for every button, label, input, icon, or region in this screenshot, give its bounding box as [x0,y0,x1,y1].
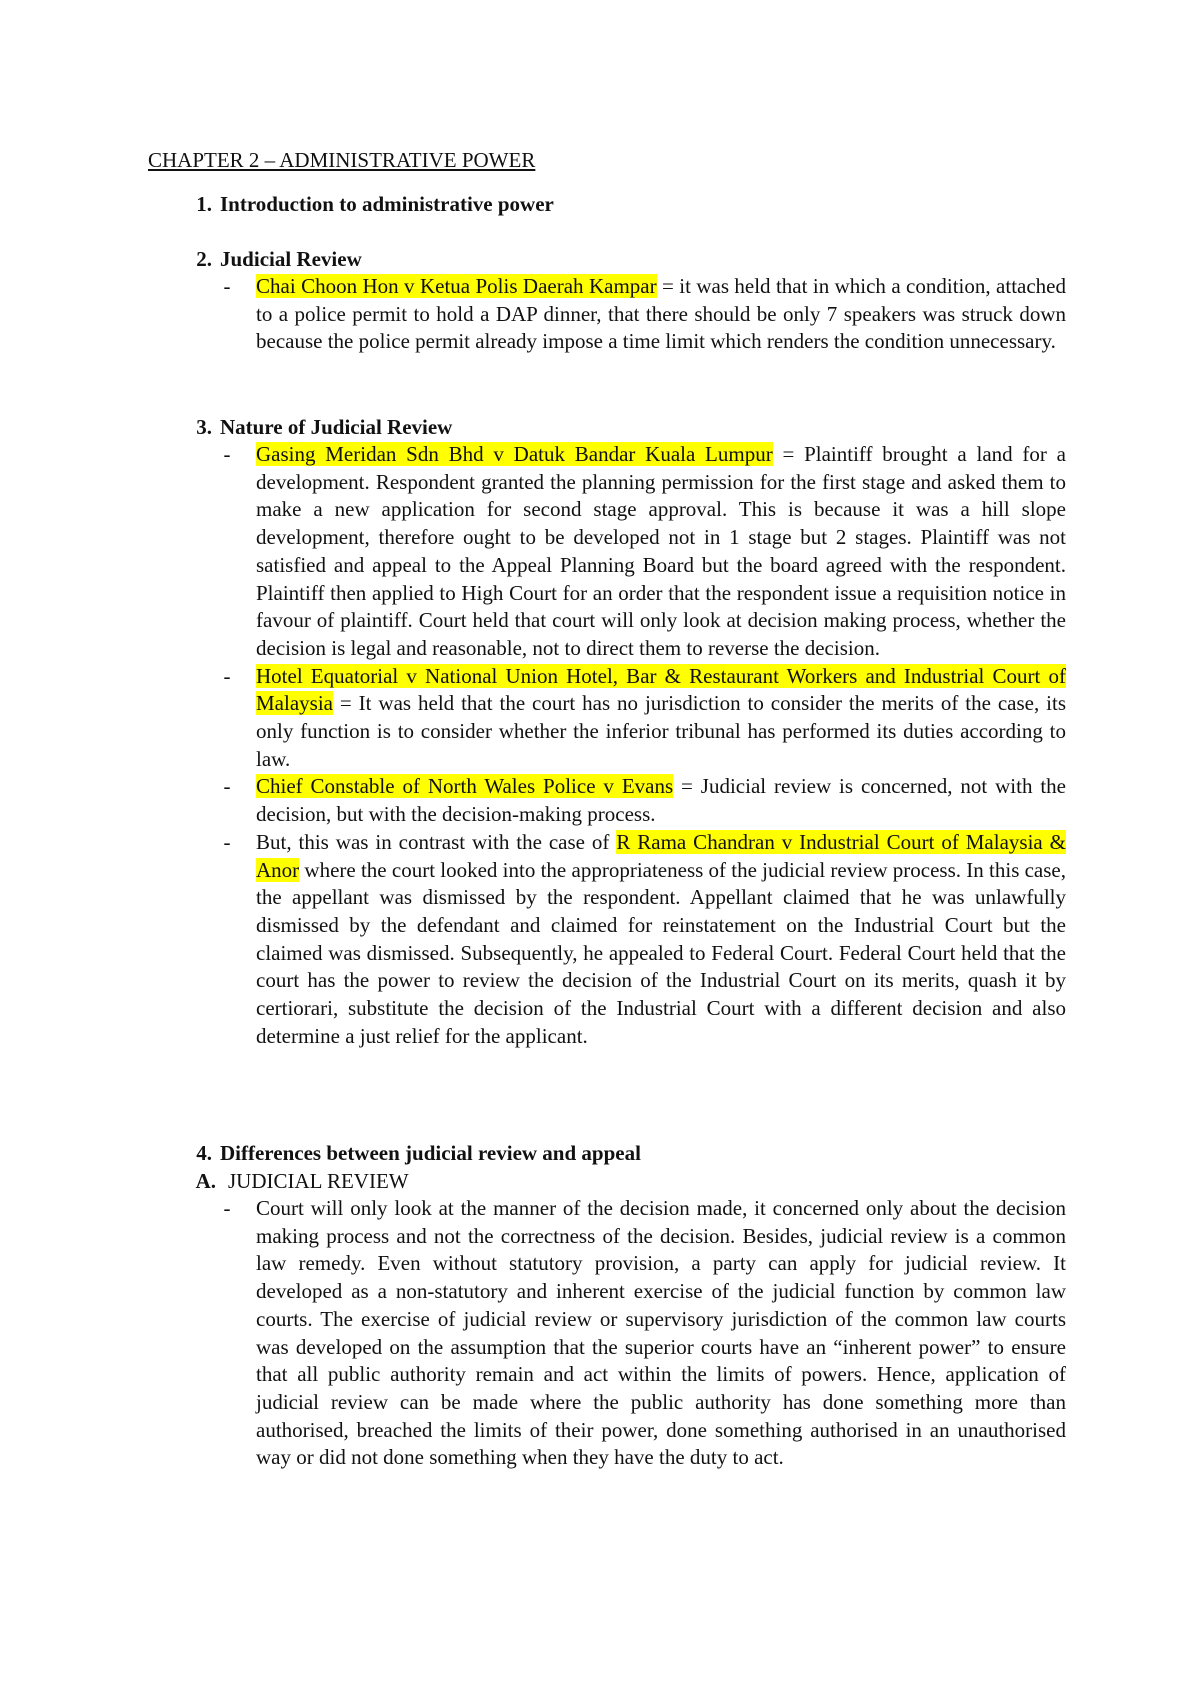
case-description: = Judicial review is concerned, not with the decision, but with the decision-making process. [256,774,1067,827]
section-judicial-review [148,245,1078,356]
bullet-dash: - [223,1196,231,1220]
case-description: = it was held that in which a condition, attached to a police permit to hold a DAP dinner, that there should be only 7 speakers was struck down because the police permit already impose a time limit which renders the condition unnecessary. [256,274,1066,354]
item-text: Court will only look at the manner of the decision made, it concerned only about the decision making process and not the correctness of the decision. Besides, judicial review is a common law remedy. Even without statutory provision, a party can apply for judicial review. It developed as a non-statutory and inherent exercise of the judicial function by common law courts. The exercise of judicial review or supervisory jurisdiction of the common law courts was developed on the assumption that the superior courts have an “inherent power” to ensure that all public authority remain and act within the limits of powers. Hence, application of judicial review can be made where the public authority has done something more than authorised, breached the limits of their power, done something authorised in an unauthorised way or did not done something when they have the duty to act. [256,1196,1066,1470]
section-number: 2. [196,247,212,271]
section-heading [148,190,1078,218]
bullet-dash: - [223,829,231,854]
item-text [256,663,1066,774]
case-name-highlight: Hotel Equatorial v National Union Hotel, Bar & Restaurant Workers and Industrial Court of Malaysia [256,663,1066,716]
section-differences [148,1139,1078,1472]
subsection-heading-text: JUDICIAL REVIEW [228,1169,409,1193]
bullet-dash: - [223,774,231,799]
section-heading-text: Differences between judicial review and appeal [220,1141,641,1165]
list-item [148,663,1078,774]
case-name-highlight: R Rama Chandran v Industrial Court of Malaysia & Anor [256,829,1066,882]
section-heading [148,245,1078,273]
case-description: = Plaintiff brought a land for a development. Respondent granted the planning permission for the first stage and asked them to make a new application for second stage approval. This is because it was a hill slope development, therefore ought to be developed not in 1 stage but 2 stages. Plaintiff was not satisfied and appeal to the Appeal Planning Board but the board agreed with the respondent. Plaintiff then applied to High Court for an order that the respondent issue a requisition notice in favour of plaintiff. Court held that court will only look at decision making process, whether the decision is legal and reasonable, not to direct them to reverse the decision. [256,442,1066,660]
subsection-letter: A. [195,1169,216,1193]
list-item [148,273,1078,356]
case-description: where the court looked into the appropriateness of the judicial review process. In this case, the appellant was dismissed by the respondent. Appellant claimed that he was unlawfully dismissed by the defendant and claimed for reinstatement on the Industrial Court but the claimed was dismissed. Subsequently, he appealed to Federal Court. Federal Court held that the court has the power to review the decision of the Industrial Court on its merits, quash it by certiorari, substitute the decision of the Industrial Court with a different decision and also determine a just relief for the applicant. [256,857,1066,1048]
case-description: = It was held that the court has no jurisdiction to consider the merits of the case, its only function is to consider whether the inferior tribunal has performed its duties according to law. [256,691,1066,771]
item-text [256,773,1066,828]
section-heading-text: Judicial Review [220,247,362,271]
item-text [256,829,1066,1051]
section-heading [148,1139,1078,1167]
bullet-dash: - [223,663,231,688]
list-item [148,773,1078,828]
section-introduction [148,190,1078,218]
list-item [148,441,1078,663]
section-heading [148,413,1078,441]
case-name-highlight: Chief Constable of North Wales Police v Evans [256,774,674,799]
section-number: 4. [196,1141,212,1165]
section-heading-text: Nature of Judicial Review [220,415,453,439]
case-name-highlight: Gasing Meridan Sdn Bhd v Datuk Bandar Kuala Lumpur [256,442,773,466]
item-lead-text: But, this was in contrast with the case of [256,829,617,854]
case-name-highlight: Chai Choon Hon v Ketua Polis Daerah Kampar [256,274,657,298]
bullet-dash: - [223,274,231,298]
section-heading-text: Introduction to administrative power [220,192,554,216]
item-text [256,441,1066,663]
chapter-title: CHAPTER 2 – ADMINISTRATIVE POWER [148,148,536,172]
bullet-dash: - [223,442,231,466]
list-item [148,1195,1078,1472]
list-item [148,829,1078,1051]
section-nature-of-judicial-review [148,413,1078,1050]
section-number: 1. [196,192,212,216]
section-number: 3. [196,415,212,439]
subsection-heading [148,1167,1078,1195]
item-text [256,273,1066,356]
